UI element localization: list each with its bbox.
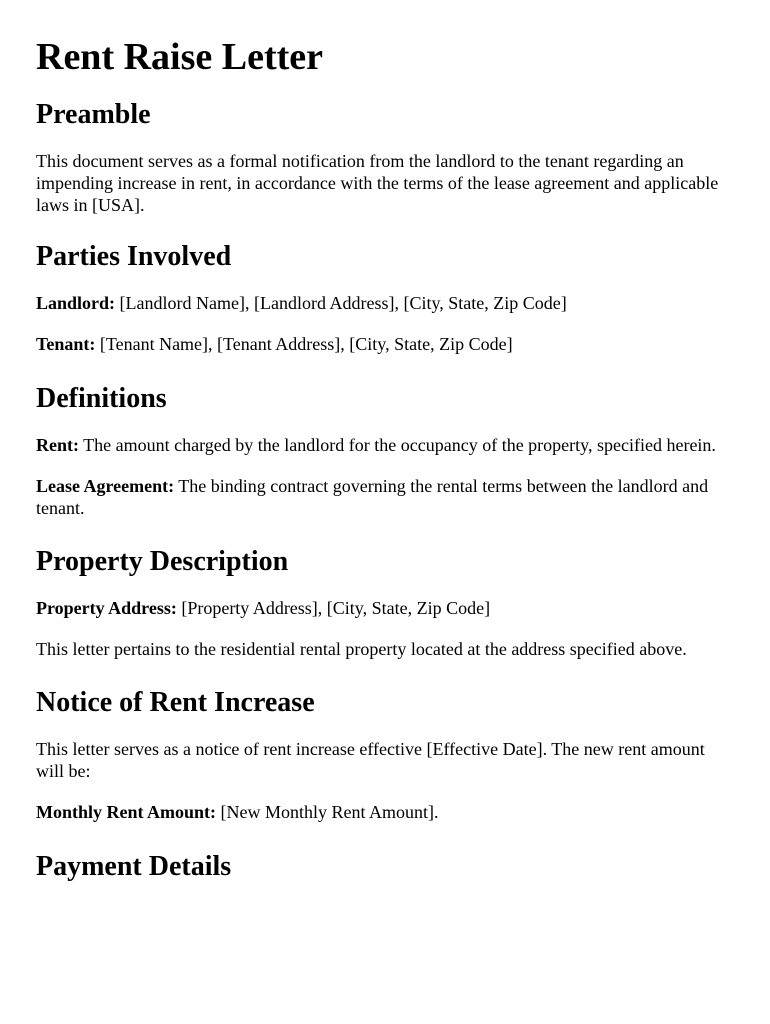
notice-heading: Notice of Rent Increase <box>36 687 315 718</box>
monthly-rent-label: Monthly Rent Amount: <box>36 802 217 822</box>
preamble-heading: Preamble <box>36 99 151 130</box>
landlord-label: Landlord: <box>36 293 116 313</box>
property-address-line <box>36 597 734 619</box>
lease-value: The binding contract governing the rental terms between the landlord and tenant. <box>36 476 709 518</box>
landlord-line <box>36 292 734 314</box>
tenant-value: [Tenant Name], [Tenant Address], [City, State, Zip Code] <box>95 334 513 354</box>
landlord-value: [Landlord Name], [Landlord Address], [City, State, Zip Code] <box>115 293 567 313</box>
tenant-label: Tenant: <box>36 334 96 354</box>
monthly-rent-value: [New Monthly Rent Amount]. <box>216 802 439 822</box>
parties-heading: Parties Involved <box>36 241 232 272</box>
property-text: This letter pertains to the residential rental property located at the address specified above. <box>36 639 687 659</box>
monthly-rent-line <box>36 801 734 823</box>
rent-label: Rent: <box>36 435 79 455</box>
rent-definition <box>36 434 734 456</box>
lease-definition <box>36 475 734 519</box>
rent-value: The amount charged by the landlord for the occupancy of the property, specified herein. <box>79 435 716 455</box>
document-title: Rent Raise Letter <box>36 36 324 78</box>
preamble-text: This document serves as a formal notification from the landlord to the tenant regarding an impending increase in rent, in accordance with the terms of the lease agreement and applicable laws in [USA]. <box>36 151 719 215</box>
payment-heading: Payment Details <box>36 851 232 882</box>
lease-label: Lease Agreement: <box>36 476 175 496</box>
property-address-value: [Property Address], [City, State, Zip Code] <box>176 598 491 618</box>
definitions-heading: Definitions <box>36 383 167 414</box>
property-address-label: Property Address: <box>36 598 177 618</box>
notice-text: This letter serves as a notice of rent increase effective [Effective Date]. The new rent amount will be: <box>36 739 705 781</box>
tenant-line <box>36 333 734 355</box>
property-heading: Property Description <box>36 546 289 577</box>
